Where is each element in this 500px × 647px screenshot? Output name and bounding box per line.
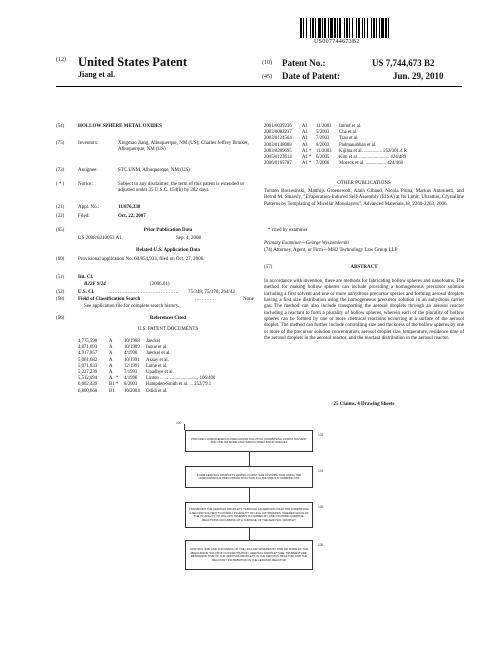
barcode-bar — [300, 18, 302, 38]
reference-kind: A — [109, 376, 113, 382]
reference-row — [78, 339, 258, 345]
reference-kind: A — [109, 370, 113, 375]
reference-date: 7/2003 — [316, 136, 330, 142]
reference-name: Inoue et al. — [146, 345, 168, 351]
search-value: None — [243, 297, 254, 302]
barcode-bar — [312, 18, 314, 38]
cited-by-examiner: * cited by examiner — [268, 228, 308, 233]
title-field: HOLLOW SPHERE METAL OXIDES — [78, 124, 162, 129]
abstract-heading: ABSTRACT — [350, 265, 378, 270]
search-note: See application file for complete search history. — [84, 304, 180, 309]
reference-name: Trau et al. — [339, 136, 359, 142]
inventor-line: Jiang et al. — [78, 70, 116, 79]
notice-value: Subject to any disclaimer, the term of this patent is extended or adjusted under 35 U.S.C. 154(b) by 282 days. — [118, 182, 245, 194]
reference-name: Cha et al. — [339, 130, 358, 136]
reference-date: 4/1996 — [124, 376, 138, 382]
int-cl-class: B22F 9/24 — [84, 282, 106, 287]
reference-row — [78, 376, 258, 382]
reference-star: * — [116, 382, 119, 388]
barcode-bar — [367, 18, 368, 38]
reference-num: 2006/0165787 — [264, 161, 292, 167]
search-dots: ............. — [195, 297, 217, 302]
reference-date: 7/2006 — [316, 161, 330, 167]
reference-kind: A1 — [302, 130, 308, 136]
flow-connector — [249, 488, 250, 502]
int-cl-year: (2006.01) — [150, 282, 170, 287]
other-pubs-text: Torsten Brezesinski, Matthijs Groenewolt, Alain Gibaud, Nicola Pinna, Markus Antonietti, and Bernd M. Smarsly, "Evaporation-Induced Self-Assembly (EISA) at Its Limit: Ultrathin, Crystalline Patterns by Templating of Micellar Monolayers", Advanced Materials,18, 2260-2263, 2006. — [264, 189, 464, 207]
reference-name: Odidi et al. — [146, 388, 168, 394]
barcode-bar — [330, 18, 333, 38]
reference-num: 2003/0148088 — [264, 142, 292, 148]
reference-kind: A — [109, 339, 113, 344]
reference-name: Jaeckel et al. — [146, 351, 171, 357]
provisional-value: Provisional application No. 60/854,933, filed on Oct. 27, 2006. — [78, 257, 205, 262]
reference-date: 8/2003 — [124, 382, 138, 388]
header-rule — [56, 86, 462, 87]
flow-step-3-tag: 106 — [318, 505, 324, 509]
patent-date: Jun. 29, 2010 — [393, 71, 444, 81]
reference-num: 2003/0209695 — [264, 148, 292, 154]
field-54-code: (54) — [56, 124, 65, 129]
filed-label: Filed: — [78, 214, 90, 219]
barcode-bar — [349, 18, 350, 38]
attorney: (74) Attorney, Agent, or Firm—MH2 Technology Law Group LLP — [264, 248, 398, 253]
flow-step-3: TRANSPORT THE AEROSOL DROPLETS THROUGH AN AEROSOL REACTOR COMPRISING A SECOND SOLVENT TO FORM A PLURALITY OF HOLLOW SPHERES, WHEREIN EACH OF THE PLURALITY OF HOLLOW SPHERES IS FORMED BY ONE OR MORE CHEMICAL REACTIONS OCCURRING AT A SURFACE OF THE AEROSOL DROPLET — [185, 502, 313, 528]
barcode-bar — [388, 18, 389, 38]
reference-num: 6,602,439 — [78, 382, 98, 388]
reference-name: Hampden-Smith et al. ... 252/79.1 — [146, 382, 212, 388]
filed-value: Oct. 22, 2007 — [118, 214, 146, 219]
reference-star: * — [116, 376, 119, 382]
reference-name: Imhof et al. — [339, 124, 362, 129]
reference-row — [78, 370, 258, 376]
reference-kind: A1 — [302, 148, 308, 154]
reference-row — [78, 364, 258, 370]
reference-kind: A1 — [302, 124, 308, 129]
reference-num: 2003/0124564 — [264, 136, 292, 142]
barcode-bar — [322, 18, 323, 38]
reference-date: 10/1988 — [124, 339, 140, 344]
reference-kind: A — [109, 345, 113, 351]
reference-date: 12/1991 — [124, 363, 140, 369]
date-label: Date of Patent: — [282, 71, 340, 81]
reference-name: Kim et al. ......................... 424/489 — [339, 155, 407, 160]
flow-step-1: PROVIDE A HOMOGENEOUS PRECURSOR SOLUTION COMPRISING A FIRST SOLVENT AND ONE OR MORE ANHYDROUS PRECURSOR SPECIES — [185, 430, 313, 452]
appl-no-value: 11/876,338 — [118, 205, 141, 210]
barcode-bar — [358, 18, 360, 38]
patent-number: US 7,744,673 B2 — [372, 58, 435, 68]
reference-kind: A1 — [302, 136, 308, 142]
barcode-bar — [315, 18, 316, 38]
field-56-code: (56) — [56, 316, 65, 321]
notice-code: ( * ) — [56, 182, 65, 187]
barcode-bar — [334, 18, 336, 38]
field-73-code: (73) — [56, 168, 65, 173]
reference-row — [78, 351, 258, 357]
reference-name: Padmanabhan et al. — [339, 142, 377, 148]
reference-star: * — [309, 148, 312, 154]
reference-name: Kijima et al. ............... 252/301.4 R — [339, 148, 407, 154]
reference-star: * — [309, 155, 312, 160]
barcode-bar — [352, 18, 353, 38]
reference-kind: A — [109, 351, 113, 357]
appl-no-label: Appl. No.: — [78, 205, 100, 210]
notice-label: Notice: — [78, 182, 93, 187]
us-cl-value: 75/348; 75/370; 264/42 — [188, 290, 235, 295]
reference-name: Laine et al. — [146, 363, 168, 369]
field-52-code: (52) — [56, 290, 65, 295]
barcode-bar — [356, 18, 357, 38]
reference-kind: A — [109, 357, 113, 363]
flow-connector — [249, 528, 250, 540]
field-58-code: (58) — [56, 297, 65, 302]
field-22-code: (22) — [56, 214, 65, 219]
reference-row — [78, 382, 258, 388]
reference-kind: A1 — [302, 155, 308, 160]
barcode-bar — [337, 18, 338, 38]
code-10: (10) — [262, 60, 272, 66]
reference-row — [264, 149, 474, 155]
reference-row — [264, 130, 474, 136]
patent-no-label: Patent No.: — [282, 58, 326, 68]
refs-heading: References Cited — [149, 316, 187, 321]
reference-row — [264, 136, 474, 142]
reference-num: 2005/0123614 — [264, 155, 292, 160]
inventors-value: Xingmao Jiang, Albuquerque, NM (US); Charles Jeffrey Brinker, Albuquerque, NM (US) — [118, 141, 249, 153]
reference-row — [264, 143, 474, 149]
reference-kind: A — [109, 363, 113, 369]
reference-num: 5,512,094 — [78, 376, 98, 382]
reference-num: 2003/0082237 — [264, 130, 292, 136]
reference-name: Upadhye et al. — [146, 370, 174, 375]
barcode-bar — [328, 18, 329, 38]
barcode-bar — [373, 18, 375, 38]
barcode-bar — [346, 18, 348, 38]
reference-name: Jaeckel — [146, 339, 161, 344]
inventors-label: Inventors: — [78, 141, 99, 146]
field-75-code: (75) — [56, 141, 65, 146]
barcode-bar — [379, 18, 380, 38]
field-65-code: (65) — [56, 228, 65, 233]
prior-pub-date: Sep. 4, 2008 — [176, 236, 201, 241]
abstract-code: (57) — [264, 265, 273, 270]
reference-star: * — [309, 161, 312, 167]
reference-date: 4/1990 — [124, 351, 138, 357]
reference-kind: A1 — [302, 142, 308, 148]
flow-connector — [249, 452, 250, 466]
barcode-bar — [324, 18, 326, 38]
prior-pub-number: US 2008/0210053 A1 — [78, 236, 122, 241]
barcode-bar — [306, 18, 307, 38]
field-21-code: (21) — [56, 205, 65, 210]
prior-pub-heading: Prior Publication Data — [143, 228, 193, 233]
barcode-bar — [303, 18, 304, 38]
abstract-text: In accordance with invention, there are methods for fabricating hollow spheres and nanofoams. The method for making hollow spheres can include providing a homogeneous precursor solution including a first solvent and one or more anhydrous precursor species and forming aerosol droplets having a first size distribution using the homogeneous precursor solution in an anhydrous carrier gas. The method can also include transporting the aerosol droplets through an aerosol reactor including a reactant to form a plurality of hollow spheres, wherein each of the plurality of hollow spheres can be formed by one or more chemical reactions occurring at a surface of the aerosol droplet. The method can further include controlling size and thickness of the hollow spheres by one or more of the precursor solution concentration, aerosol droplet size, temperature, residence time of the aerosol droplets in the aerosol reactor, and the reactant distribution in the aerosol reactor. — [264, 279, 464, 342]
flow-step-2-tag: 104 — [318, 469, 324, 473]
reference-num: 4,871,693 — [78, 345, 98, 351]
reference-num: 5,227,239 — [78, 370, 98, 375]
us-patent-docs-heading: U.S. PATENT DOCUMENTS — [137, 327, 199, 332]
barcode-bar — [385, 18, 387, 38]
reference-num: 4,775,598 — [78, 339, 98, 344]
reference-date: 10/2004 — [124, 388, 140, 394]
reference-row — [264, 155, 474, 161]
reference-num: 5,071,833 — [78, 363, 98, 369]
flow-step-4-tag: 108 — [318, 543, 324, 547]
barcode-bar — [344, 18, 345, 38]
flow-step-1-tag: 102 — [318, 433, 324, 437]
reference-row — [78, 358, 258, 364]
related-heading: Related U.S. Application Data — [135, 248, 201, 253]
barcode — [300, 18, 464, 38]
reference-name: Aksay et al. — [146, 357, 169, 363]
reference-row — [264, 124, 474, 130]
reference-date: 7/1993 — [124, 370, 138, 375]
reference-date: 5/2003 — [316, 130, 330, 136]
field-51-code: (51) — [56, 275, 65, 280]
search-label: Field of Classification Search — [78, 297, 141, 302]
reference-name: Linton ................................ 106/400 — [146, 376, 216, 382]
publication-number: US007744673B2 — [314, 39, 360, 45]
reference-date: 6/2005 — [316, 155, 330, 160]
patent-country-title: United States Patent — [78, 55, 188, 69]
reference-num: 5,061,682 — [78, 357, 98, 363]
barcode-bar — [310, 18, 311, 38]
assignee-label: Assignee: — [78, 168, 98, 173]
code-12: (12) — [56, 57, 66, 63]
us-cl-dots: ........................................... — [108, 290, 179, 295]
primary-examiner: Primary Examiner—George Wyszomierski — [264, 241, 349, 246]
us-cl-label: U.S. Cl. — [78, 290, 95, 295]
barcode-bar — [318, 18, 321, 38]
claims-line: 25 Claims, 4 Drawing Sheets — [333, 402, 395, 407]
reference-row — [78, 345, 258, 351]
reference-date: 8/2003 — [316, 142, 330, 148]
reference-date: 11/2003 — [316, 148, 332, 154]
other-pubs-heading: OTHER PUBLICATIONS — [337, 181, 391, 186]
reference-kind: B1 — [109, 382, 115, 388]
field-60-code: (60) — [56, 257, 65, 262]
reference-date: 10/1991 — [124, 357, 140, 363]
flow-step-2: FORM AEROSOL DROPLETS HAVING A FIRST SIZE DISTRIBUTION USING THE HOMOGENEOUS PRECURSOR SOLUTION IN A ANHYDROUS CARRIER GAS — [185, 466, 313, 488]
assignee-value: STC.UNM, Albuquerque, NM (US) — [118, 168, 190, 173]
barcode-bar — [376, 18, 377, 38]
barcode-bar — [381, 18, 384, 38]
reference-num: 6,800,668 — [78, 388, 98, 394]
barcode-bar — [362, 18, 363, 38]
reference-row — [264, 161, 474, 167]
reference-name: Moerck et al. ................. 424/468 — [339, 161, 403, 167]
reference-row — [78, 389, 258, 395]
barcode-bar — [339, 18, 341, 38]
flow-start-tag: 100 — [176, 421, 182, 425]
reference-kind: A1 — [302, 161, 308, 167]
reference-num: 2001/0039236 — [264, 124, 292, 129]
barcode-bar — [364, 18, 365, 38]
code-45: (45) — [262, 74, 272, 80]
flow-step-4: CONTROL SIZE AND THICKNESS OF THE HOLLOW SPHERES BY ONE OR MORE OF THE PRECURSOR SOLUTION CONCENTRATION, AEROSOL DROPLET SIZE, TEMPERATURE, RESIDENCE TIME OF THE AEROSOL DROPLETS IN THE AEROSOL REACTOR, AND THE REACTANT DISTRIBUTION IN THE AEROSOL REACTOR — [185, 540, 313, 570]
reference-date: 11/2001 — [316, 124, 332, 129]
int-cl-label: Int. Cl. — [78, 275, 94, 280]
reference-num: 4,917,857 — [78, 351, 98, 357]
reference-kind: B1 — [109, 388, 115, 394]
reference-date: 10/1989 — [124, 345, 140, 351]
barcode-bar — [371, 18, 372, 38]
